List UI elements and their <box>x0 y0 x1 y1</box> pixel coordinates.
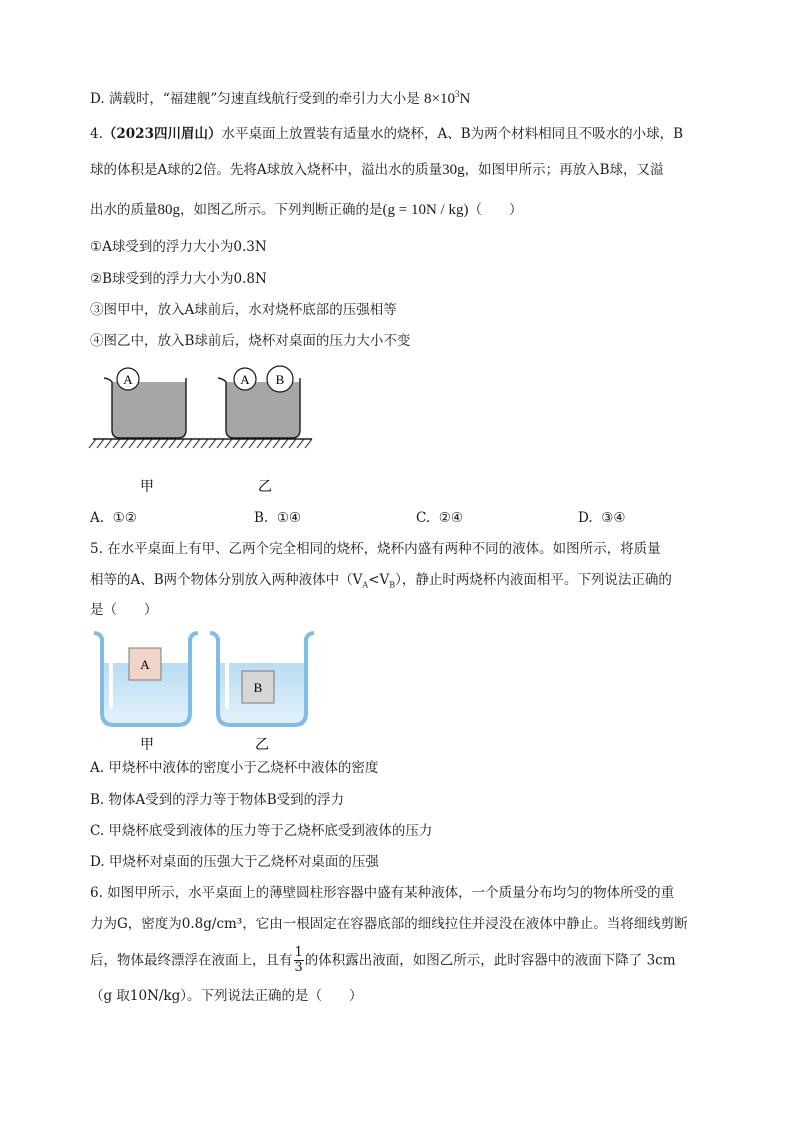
q4-fig-label-yi: 乙 <box>258 479 272 495</box>
q5-beaker-jia <box>94 633 198 725</box>
q4-g-value: (g = 10N / kg) <box>382 202 469 218</box>
q5-option-b: B. 物体A受到的浮力等于物体B受到的浮力 <box>90 792 345 808</box>
q5-stem-line1: 5. 在水平桌面上有甲、乙两个完全相同的烧杯，烧杯内盛有两种不同的液体。如图所示，将质量 <box>90 541 661 557</box>
q4-option-d: D. ③④ <box>578 510 626 526</box>
q4-stem-line2: 球的体积是A球的2倍。先将A球放入烧杯中，溢出水的质量30g，如图甲所示；再放入B球，又溢 <box>90 162 664 178</box>
q5-block-a: A <box>140 657 150 672</box>
q4-option-a: A. ①② <box>90 510 137 526</box>
q4-ball-a-jia: A <box>123 372 133 387</box>
q3-option-d: D. 满载时，“福建舰”匀速直线航行受到的牵引力大小是 $8\times 10^3N$ <box>90 89 471 107</box>
q4-table <box>89 439 312 448</box>
q4-statement-2: ②B球受到的浮力大小为0.8N <box>90 271 267 287</box>
q6-fraction: $\frac{1}{3}$ <box>294 945 303 976</box>
q4-figure <box>0 360 794 510</box>
q6-stem-line1: 6. 如图甲所示，水平桌面上的薄壁圆柱形容器中盛有某种液体，一个质量分布均匀的物体所受的重 <box>90 885 675 901</box>
q4-statement-3: ③图甲中，放入A球前后，水对烧杯底部的压强相等 <box>90 302 397 318</box>
q5-beaker-yi <box>210 633 314 725</box>
q5-fig-label-yi: 乙 <box>255 737 269 753</box>
q5-figure <box>0 625 794 755</box>
q4-statement-4: ④图乙中，放入B球前后，烧杯对桌面的压力大小不变 <box>90 333 411 349</box>
q6-stem-line2: 力为G，密度为0.8g/cm³，它由一根固定在容器底部的细线拉住并浸没在液体中静止。当将细线剪断 <box>90 916 688 932</box>
q5-option-d: D. 甲烧杯对桌面的压强大于乙烧杯对桌面的压强 <box>90 854 379 870</box>
q4-option-c: C. ②④ <box>416 510 463 526</box>
q5-fig-label-jia: 甲 <box>140 737 154 753</box>
q5-option-a: A. 甲烧杯中液体的密度小于乙烧杯中液体的密度 <box>90 760 379 776</box>
q4-stem-line3: 出水的质量80g，如图乙所示。下列判断正确的是(g = 10N / kg)（ ） <box>90 202 523 218</box>
q4-beaker-jia <box>104 368 186 438</box>
q6-stem-line4: （g 取10N/kg）。下列说法正确的是（ ） <box>90 988 363 1004</box>
q5-block-b: B <box>253 680 263 695</box>
q5-stem-line3: 是（ ） <box>90 602 158 618</box>
q4-ball-a-yi: A <box>240 372 250 387</box>
q4-source: （2023四川眉山） <box>102 126 222 142</box>
q4-ball-b-yi: B <box>275 372 285 387</box>
q5-stem-line2: 相等的A、B两个物体分别放入两种液体中$(V_A<V_B)$，静止时两烧杯内液面相平。下列说法正确的 <box>90 572 672 590</box>
q4-stem-line1: 4.（2023四川眉山）水平桌面上放置装有适量水的烧杯，A、B为两个材料相同且不吸水的小球，B <box>90 126 684 142</box>
q4-beaker-yi <box>218 366 300 438</box>
q5-option-c: C. 甲烧杯底受到液体的压力等于乙烧杯底受到液体的压力 <box>90 823 433 839</box>
q6-stem-line3: 后，物体最终漂浮在液面上，且有 $\frac{1}{3}$ 的体积露出液面，如图乙所示，此时容器中的液面下降了 3cm <box>90 945 676 976</box>
q4-statement-1: ①A球受到的浮力大小为0.3N <box>90 239 267 255</box>
q3-option-d-value: $8\times 10^3N$ <box>424 89 471 107</box>
q4-option-b: B. ①④ <box>254 510 302 526</box>
q4-fig-label-jia: 甲 <box>140 479 154 495</box>
